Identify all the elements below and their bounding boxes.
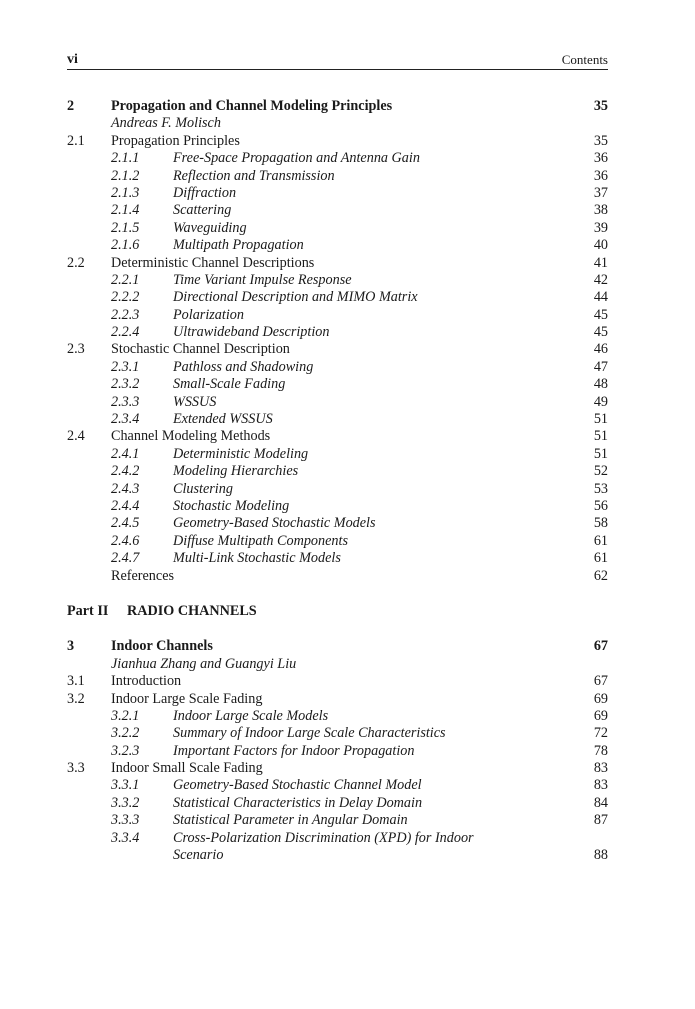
authors-text: Jianhua Zhang and Guangyi Liu [111, 655, 297, 672]
page-number: vi [67, 52, 78, 67]
subsection-title: Geometry-Based Stochastic Channel Model [173, 777, 422, 794]
section-page: 69 [593, 690, 608, 707]
subsection-number: 2.4.4 [111, 497, 140, 514]
subsection-number: 2.2.3 [111, 306, 140, 323]
section-title: Introduction [111, 673, 182, 690]
subsection-title: Ultrawideband Description [173, 324, 330, 341]
running-title: Contents [561, 52, 608, 67]
section-number: 3.2 [67, 690, 85, 707]
subsection-title: Cross-Polarization Discrimination (XPD) for Indoor [173, 829, 474, 846]
subsection-number: 2.1.3 [111, 184, 140, 201]
table-of-contents [67, 98, 608, 864]
section-title: Stochastic Channel Description [111, 341, 290, 358]
subsection-number: 2.2.2 [111, 289, 140, 306]
subsection-entry[interactable] [67, 168, 608, 185]
subsection-page: 61 [593, 532, 608, 549]
subsection-number: 2.3.2 [111, 376, 140, 393]
subsection-entry-continuation[interactable] [67, 847, 608, 864]
subsection-entry[interactable] [67, 202, 608, 219]
subsection-title: Clustering [173, 480, 233, 497]
subsection-page: 51 [593, 411, 608, 428]
chapter-authors[interactable] [67, 656, 608, 673]
subsection-number: 2.2.1 [111, 271, 140, 288]
subsection-page: 48 [593, 376, 608, 393]
section-entry[interactable] [67, 341, 608, 358]
subsection-title: Multi-Link Stochastic Models [173, 550, 341, 567]
references-entry[interactable] [67, 568, 608, 585]
subsection-title: Diffraction [173, 184, 237, 201]
subsection-page: 45 [593, 324, 608, 341]
subsection-title: Free-Space Propagation and Antenna Gain [173, 150, 420, 167]
chapter-title: Propagation and Channel Modeling Principles [111, 98, 393, 114]
subsection-number: 3.3.3 [111, 812, 140, 829]
subsection-title: Time Variant Impulse Response [173, 271, 352, 288]
subsection-page: 40 [593, 237, 608, 254]
subsection-page: 88 [593, 847, 608, 864]
subsection-entry[interactable] [67, 550, 608, 567]
subsection-title: Directional Description and MIMO Matrix [173, 289, 418, 306]
subsection-title: Polarization [173, 306, 244, 323]
subsection-page: 58 [593, 515, 608, 532]
chapter-entry[interactable] [67, 98, 608, 115]
subsection-page: 83 [593, 777, 608, 794]
subsection-title: Diffuse Multipath Components [173, 532, 348, 549]
section-number: 2.4 [67, 428, 85, 445]
subsection-entry[interactable] [67, 743, 608, 760]
section-title: Propagation Principles [111, 132, 240, 149]
subsection-page: 45 [593, 306, 608, 323]
subsection-entry[interactable] [67, 812, 608, 829]
subsection-entry[interactable] [67, 289, 608, 306]
subsection-entry[interactable] [67, 150, 608, 167]
chapter-entry[interactable] [67, 638, 608, 655]
chapter-title: Indoor Channels [111, 638, 213, 655]
section-page: 41 [593, 254, 608, 271]
subsection-number: 3.2.3 [111, 742, 140, 759]
section-number: 3.1 [67, 673, 85, 690]
spacer [67, 585, 608, 603]
subsection-entry[interactable] [67, 359, 608, 376]
section-page: 51 [593, 428, 608, 445]
subsection-title: Pathloss and Shadowing [173, 358, 314, 375]
subsection-entry[interactable] [67, 307, 608, 324]
subsection-page: 36 [593, 150, 608, 167]
subsection-number: 2.1.2 [111, 167, 140, 184]
section-entry[interactable] [67, 428, 608, 445]
chapter-number: 2 [67, 98, 75, 114]
subsection-number: 2.2.4 [111, 324, 140, 341]
subsection-entry[interactable] [67, 533, 608, 550]
subsection-page: 56 [593, 497, 608, 514]
subsection-page: 87 [593, 812, 608, 829]
part-title: RADIO CHANNELS [127, 602, 257, 619]
subsection-page: 52 [593, 463, 608, 480]
section-page: 67 [593, 673, 608, 690]
section-title: Channel Modeling Methods [111, 428, 271, 445]
references-page: 62 [593, 567, 608, 584]
subsection-number: 2.4.2 [111, 463, 140, 480]
subsection-title: Summary of Indoor Large Scale Characteristics [173, 725, 446, 742]
subsection-entry[interactable] [67, 394, 608, 411]
authors-text: Andreas F. Molisch [111, 115, 221, 132]
subsection-entry[interactable] [67, 725, 608, 742]
subsection-number: 2.1.1 [111, 150, 140, 167]
section-number: 2.1 [67, 132, 85, 149]
subsection-page: 51 [593, 445, 608, 462]
subsection-number: 2.3.1 [111, 358, 140, 375]
subsection-number: 2.4.3 [111, 480, 140, 497]
subsection-page: 72 [593, 725, 608, 742]
subsection-entry[interactable] [67, 463, 608, 480]
section-title: Indoor Small Scale Fading [111, 760, 263, 777]
subsection-title: Extended WSSUS [173, 411, 273, 428]
subsection-page: 61 [593, 550, 608, 567]
subsection-number: 3.2.1 [111, 707, 140, 724]
toc-page [67, 50, 608, 864]
subsection-entry[interactable] [67, 446, 608, 463]
subsection-page: 84 [593, 794, 608, 811]
subsection-title: Multipath Propagation [173, 237, 304, 254]
section-number: 2.3 [67, 341, 85, 358]
subsection-page: 39 [593, 219, 608, 236]
subsection-title: Important Factors for Indoor Propagation [173, 742, 415, 759]
subsection-number: 3.3.1 [111, 777, 140, 794]
subsection-number: 2.1.5 [111, 219, 140, 236]
subsection-number: 2.1.6 [111, 237, 140, 254]
section-number: 2.2 [67, 254, 85, 271]
subsection-page: 53 [593, 480, 608, 497]
subsection-title: Indoor Large Scale Models [173, 707, 329, 724]
subsection-entry[interactable] [67, 324, 608, 341]
subsection-number: 2.1.4 [111, 202, 140, 219]
section-page: 46 [593, 341, 608, 358]
subsection-entry[interactable] [67, 481, 608, 498]
subsection-title: Waveguiding [173, 219, 247, 236]
part-label: Part II [67, 602, 109, 619]
chapter-page: 35 [593, 98, 608, 114]
spacer [67, 620, 608, 638]
subsection-page: 47 [593, 358, 608, 375]
part-heading[interactable] [67, 603, 608, 620]
subsection-title: Statistical Characteristics in Delay Domain [173, 794, 423, 811]
subsection-entry[interactable] [67, 411, 608, 428]
subsection-title: Small-Scale Fading [173, 376, 286, 393]
subsection-entry[interactable] [67, 272, 608, 289]
subsection-title: Stochastic Modeling [173, 497, 290, 514]
subsection-entry[interactable] [67, 376, 608, 393]
section-number: 3.3 [67, 760, 85, 777]
chapter-number: 3 [67, 638, 75, 655]
section-title: Deterministic Channel Descriptions [111, 254, 315, 271]
subsection-entry[interactable] [67, 220, 608, 237]
section-entry[interactable] [67, 133, 608, 150]
subsection-entry[interactable] [67, 830, 608, 847]
subsection-title: Modeling Hierarchies [173, 463, 299, 480]
subsection-page: 44 [593, 289, 608, 306]
subsection-title: WSSUS [173, 393, 217, 410]
section-title: Indoor Large Scale Fading [111, 690, 263, 707]
subsection-entry[interactable] [67, 237, 608, 254]
chapter-authors[interactable] [67, 115, 608, 132]
subsection-number: 2.4.7 [111, 550, 140, 567]
subsection-entry[interactable] [67, 777, 608, 794]
subsection-number: 2.4.6 [111, 532, 140, 549]
subsection-entry[interactable] [67, 515, 608, 532]
references-title: References [111, 567, 175, 584]
subsection-entry[interactable] [67, 708, 608, 725]
subsection-title: Statistical Parameter in Angular Domain [173, 812, 408, 829]
subsection-number: 2.3.4 [111, 411, 140, 428]
subsection-entry[interactable] [67, 185, 608, 202]
subsection-number: 3.2.2 [111, 725, 140, 742]
subsection-number: 2.4.1 [111, 445, 140, 462]
subsection-title: Deterministic Modeling [173, 445, 309, 462]
chapter-page: 67 [593, 638, 608, 655]
section-entry[interactable] [67, 691, 608, 708]
subsection-page: 42 [593, 271, 608, 288]
subsection-entry[interactable] [67, 498, 608, 515]
subsection-number: 3.3.4 [111, 829, 140, 846]
subsection-number: 2.4.5 [111, 515, 140, 532]
subsection-title-continued: Scenario [173, 847, 224, 864]
section-entry[interactable] [67, 673, 608, 690]
subsection-page: 49 [593, 393, 608, 410]
running-header [67, 50, 608, 70]
section-entry[interactable] [67, 760, 608, 777]
section-entry[interactable] [67, 255, 608, 272]
section-page: 35 [593, 132, 608, 149]
subsection-page: 69 [593, 707, 608, 724]
subsection-page: 36 [593, 167, 608, 184]
subsection-page: 38 [593, 202, 608, 219]
subsection-page: 37 [593, 184, 608, 201]
subsection-page: 78 [593, 742, 608, 759]
subsection-title: Reflection and Transmission [173, 167, 335, 184]
section-page: 83 [593, 760, 608, 777]
subsection-number: 3.3.2 [111, 794, 140, 811]
subsection-number: 2.3.3 [111, 393, 140, 410]
subsection-entry[interactable] [67, 795, 608, 812]
subsection-title: Geometry-Based Stochastic Models [173, 515, 376, 532]
subsection-title: Scattering [173, 202, 232, 219]
